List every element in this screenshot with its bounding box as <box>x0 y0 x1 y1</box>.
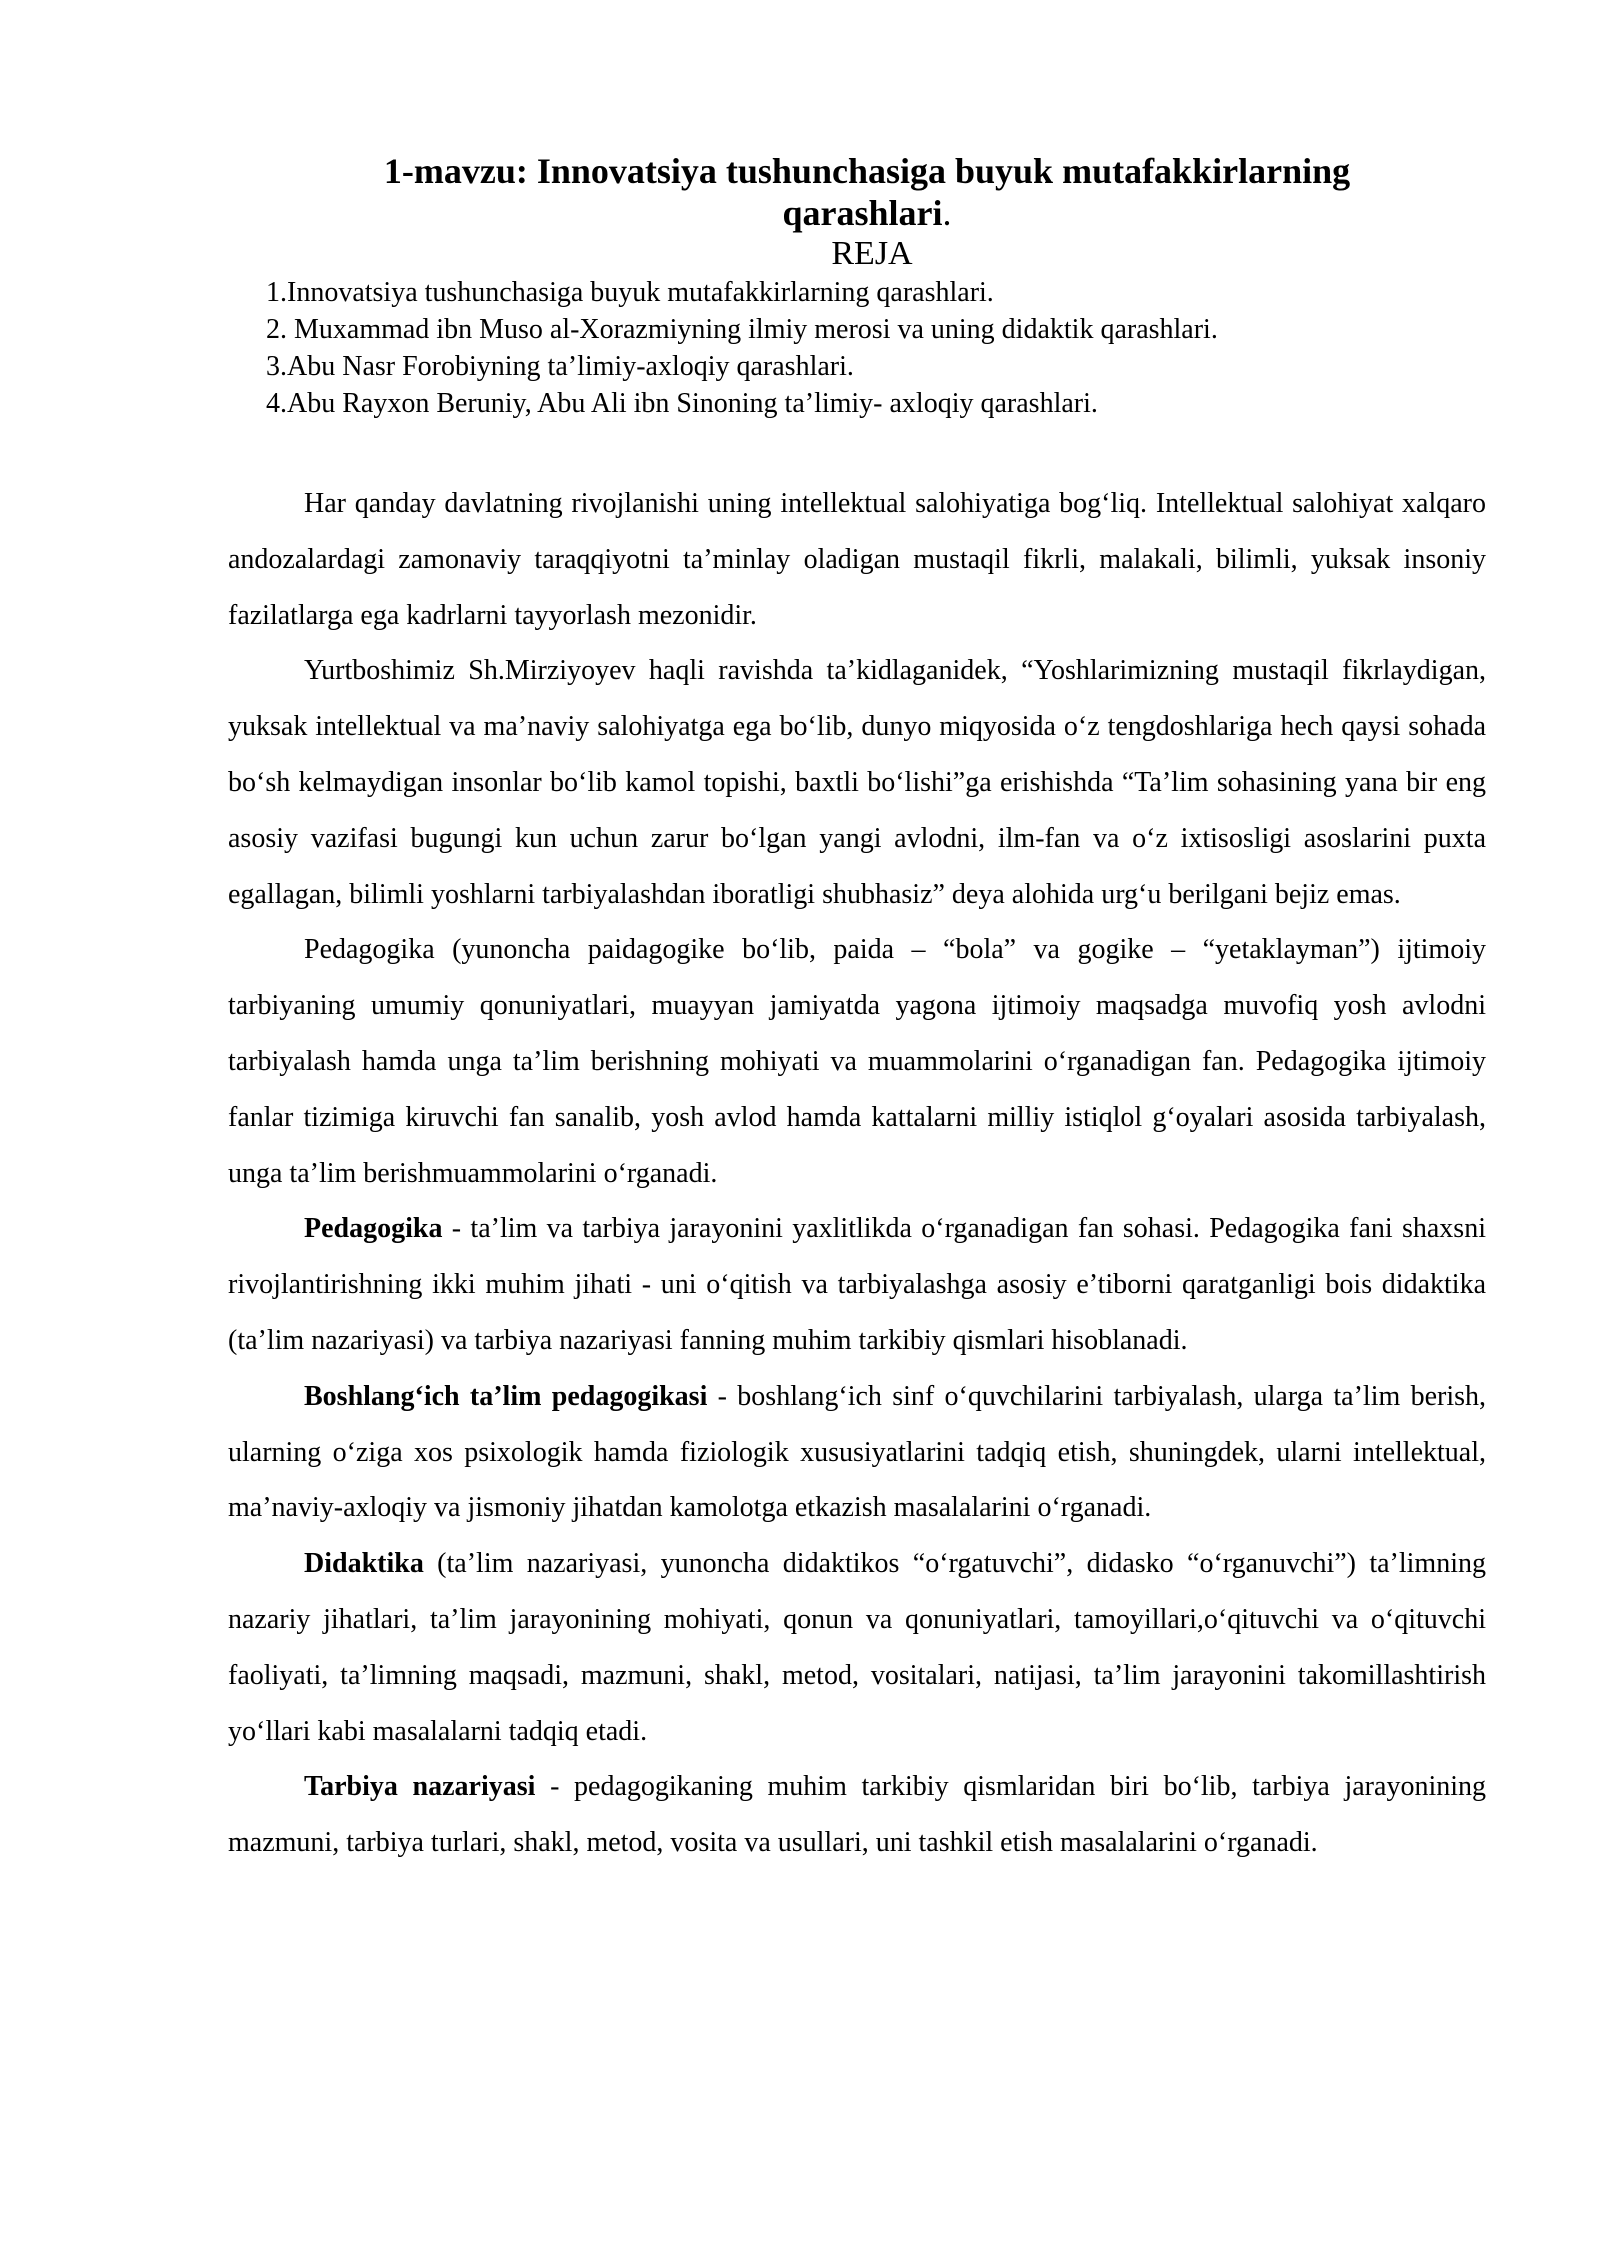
plan-item: 4.Abu Rayxon Beruniy, Abu Ali ibn Sinoning ta’limiy- axloqiy qarashlari. <box>266 388 1098 419</box>
paragraph-text: - pedagogikaning muhim tarkibiy qismlaridan biri bo‘lib, tarbiya jarayonining mazmuni, tarbiya turlari, shakl, metod, vosita va usullari, uni tashkil etish masalalarini o‘rganadi. <box>228 1771 1486 1859</box>
body-text <box>228 476 1486 1871</box>
paragraph <box>228 1369 1486 1536</box>
plan-list <box>266 274 1486 422</box>
definition-term: Tarbiya nazariyasi <box>304 1771 536 1803</box>
paragraph-text: - ta’lim va tarbiya jarayonini yaxlitlikda o‘rganadigan fan sohasi. Pedagogika fani shaxsni rivojlantirishning ikki muhim jihati - uni o‘qitish va tarbiyalashga asosiy e’tiborni qaratganligi bois didaktika (ta’lim nazariyasi) va tarbiya nazariyasi fanning muhim tarkibiy qismlari hisoblanadi. <box>228 1213 1486 1356</box>
plan-item: 2. Muxammad ibn Muso al-Xorazmiyning ilmiy merosi va uning didaktik qarashlari. <box>266 314 1218 345</box>
title-line-1: 1-mavzu: Innovatsiya tushunchasiga buyuk mutafakkirlarning <box>383 151 1351 191</box>
plan-heading: REJA <box>831 235 913 272</box>
paragraph-text: - boshlang‘ich sinf o‘quvchilarini tarbiyalash, ularga ta’lim berish, ularning o‘ziga xos psixologik hamda fiziologik xususiyatlarini tadqiq etish, shuningdek, ularni intellektual, ma’naviy-axloqiy va jismoniy jihatdan kamolotga etkazish masalalarini o‘rganadi. <box>228 1380 1487 1524</box>
paragraph-text: Har qanday davlatning rivojlanishi uning intellektual salohiyatiga bog‘liq. Intellektual salohiyat xalqaro andozalardagi zamonaviy taraqqiyotni ta’minlay oladigan mustaqil fikrli, malakali, bilimli, yuksak insoniy fazilatlarga ega kadrlarni tayyorlash mezonidir. <box>228 488 1486 631</box>
title-dot: . <box>942 193 952 233</box>
definition-term: Didaktika <box>304 1548 424 1580</box>
definition-term: Boshlang‘ich ta’lim pedagogikasi <box>304 1380 708 1412</box>
definition-term: Pedagogika <box>304 1213 443 1245</box>
paragraph <box>228 1201 1486 1368</box>
paragraph <box>228 476 1486 643</box>
paragraph <box>228 643 1486 922</box>
plan-item: 1.Innovatsiya tushunchasiga buyuk mutafakkirlarning qarashlari. <box>266 277 994 308</box>
paragraph <box>228 1536 1486 1759</box>
title-line-2: qarashlari <box>782 193 943 233</box>
page-title <box>228 150 1486 234</box>
paragraph <box>228 922 1486 1201</box>
paragraph-text: (ta’lim nazariyasi, yunoncha didaktikos “o‘rgatuvchi”, didasko “o‘rganuvchi”) ta’limning nazariy jihatlari, ta’lim jarayonining mohiyati, qonun va qonuniyatlari, tamoyillari,o‘qituvchi va o‘qituvchi faoliyati, ta’limning maqsadi, mazmuni, shakl, metod, vositalari, natijasi, ta’lim jarayonini takomillashtirish yo‘llari kabi masalalarni tadqiq etadi. <box>228 1548 1486 1747</box>
plan-item: 3.Abu Nasr Forobiyning ta’limiy-axloqiy qarashlari. <box>266 351 854 382</box>
paragraph <box>228 1759 1486 1871</box>
paragraph-text: Yurtboshimiz Sh.Mirziyoyev haqli ravishda ta’kidlaganidek, “Yoshlarimizning mustaqil fikrlaydigan, yuksak intellektual va ma’naviy salohiyatga ega bo‘lib, dunyo miqyosida o‘z tengdoshlariga hech qaysi sohada bo‘sh kelmaydigan insonlar bo‘lib kamol topishi, baxtli bo‘lishi”ga erishishda “Ta’lim sohasining yana bir eng asosiy vazifasi bugungi kun uchun zarur bo‘lgan yangi avlodni, ilm-fan va o‘z ixtisosligi asoslarini puxta egallagan, bilimli yoshlarni tarbiyalashdan iboratligi shubhasiz” deya alohida urg‘u berilgani bejiz emas. <box>228 655 1486 910</box>
document-page <box>228 150 1486 1871</box>
paragraph-text: Pedagogika (yunoncha paidagogike bo‘lib, paida – “bola” va gogike – “yetaklayman”) ijtimoiy tarbiyaning umumiy qonuniyatlari, muayyan jamiyatda yagona ijtimoiy maqsadga muvofiq yosh avlodni tarbiyalash hamda unga ta’lim berishning mohiyati va muammolarini o‘rganadigan fan. Pedagogika ijtimoiy fanlar tizimiga kiruvchi fan sanalib, yosh avlod hamda kattalarni milliy istiqlol g‘oyalari asosida tarbiyalash, unga ta’lim berishmuammolarini o‘rganadi. <box>228 934 1486 1189</box>
